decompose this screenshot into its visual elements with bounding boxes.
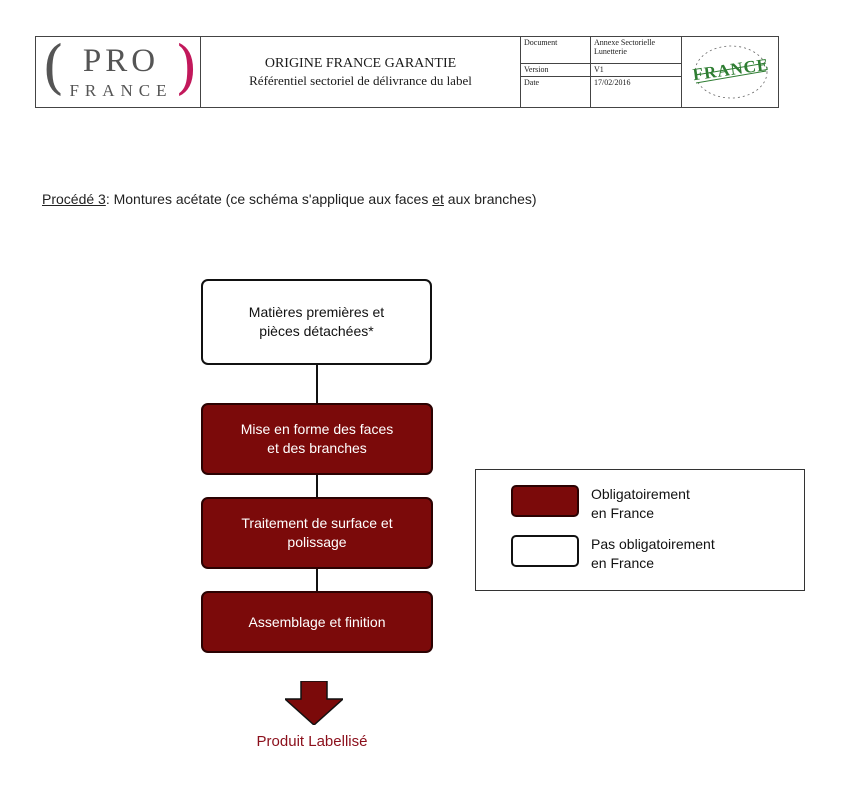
legend-text-mandatory — [591, 485, 791, 523]
flow-step-text: Assemblage et finition — [248, 613, 386, 630]
legend-swatch-mandatory — [511, 485, 579, 517]
logo-right-parenthesis: ) — [175, 33, 198, 101]
flow-step-text: pièces détachées* — [259, 323, 374, 339]
flow-step-text: Mise en forme des faces — [240, 421, 394, 437]
meta-row-date — [521, 77, 681, 107]
meta-value: V1 — [594, 65, 604, 74]
flow-step-assembly — [201, 591, 433, 653]
legend-line: en France — [591, 555, 655, 571]
down-arrow-icon — [285, 681, 343, 725]
origine-france-badge — [682, 37, 778, 107]
meta-row-version — [521, 64, 681, 77]
pro-france-logo — [36, 33, 201, 107]
legend-swatch-optional — [511, 535, 579, 567]
meta-key: Version — [521, 64, 591, 76]
section-text-after: aux branches) — [443, 191, 537, 207]
logo-left-parenthesis: ( — [42, 33, 65, 101]
legend-line: Pas obligatoirement — [591, 536, 715, 552]
header-meta-table — [521, 37, 682, 107]
flow-step-surface-treatment — [201, 497, 433, 569]
legend-line: Obligatoirement — [591, 486, 690, 502]
header-subtitle: Référentiel sectoriel de délivrance du label — [249, 73, 472, 88]
flow-connector — [316, 365, 318, 403]
flow-step-text: polissage — [287, 534, 347, 550]
header-title: ORIGINE FRANCE GARANTIE — [264, 56, 457, 71]
product-label: Produit Labellisé — [256, 733, 368, 750]
flow-step-text: et des branches — [267, 440, 367, 456]
meta-key: Date — [521, 77, 591, 107]
section-heading — [42, 191, 762, 207]
legend-line: en France — [591, 505, 655, 521]
document-header — [35, 33, 779, 108]
legend-text-optional — [591, 535, 791, 573]
logo-top-text: PRO — [82, 43, 160, 79]
meta-value: Annexe Sectorielle Lunetterie — [594, 38, 656, 56]
flow-step-text: Traitement de surface et — [241, 515, 393, 531]
meta-row-document — [521, 37, 681, 64]
badge-word: FRANCE — [691, 54, 771, 85]
section-label: Procédé 3 — [42, 191, 106, 207]
section-colon: : — [105, 191, 114, 207]
meta-key: Document — [521, 37, 591, 63]
flow-connector — [316, 475, 318, 497]
flow-step-text: Matières premières et — [248, 304, 385, 320]
flow-step-shaping — [201, 403, 433, 475]
header-title-cell — [201, 37, 521, 107]
legend — [475, 469, 805, 591]
flow-step-raw-materials — [201, 279, 432, 365]
section-text-before: Montures acétate (ce schéma s'applique aux faces — [113, 191, 433, 207]
meta-value: 17/02/2016 — [594, 78, 631, 87]
flow-connector — [316, 569, 318, 591]
logo-bottom-text: FRANCE — [69, 81, 173, 100]
section-underlined-word: et — [432, 191, 444, 207]
